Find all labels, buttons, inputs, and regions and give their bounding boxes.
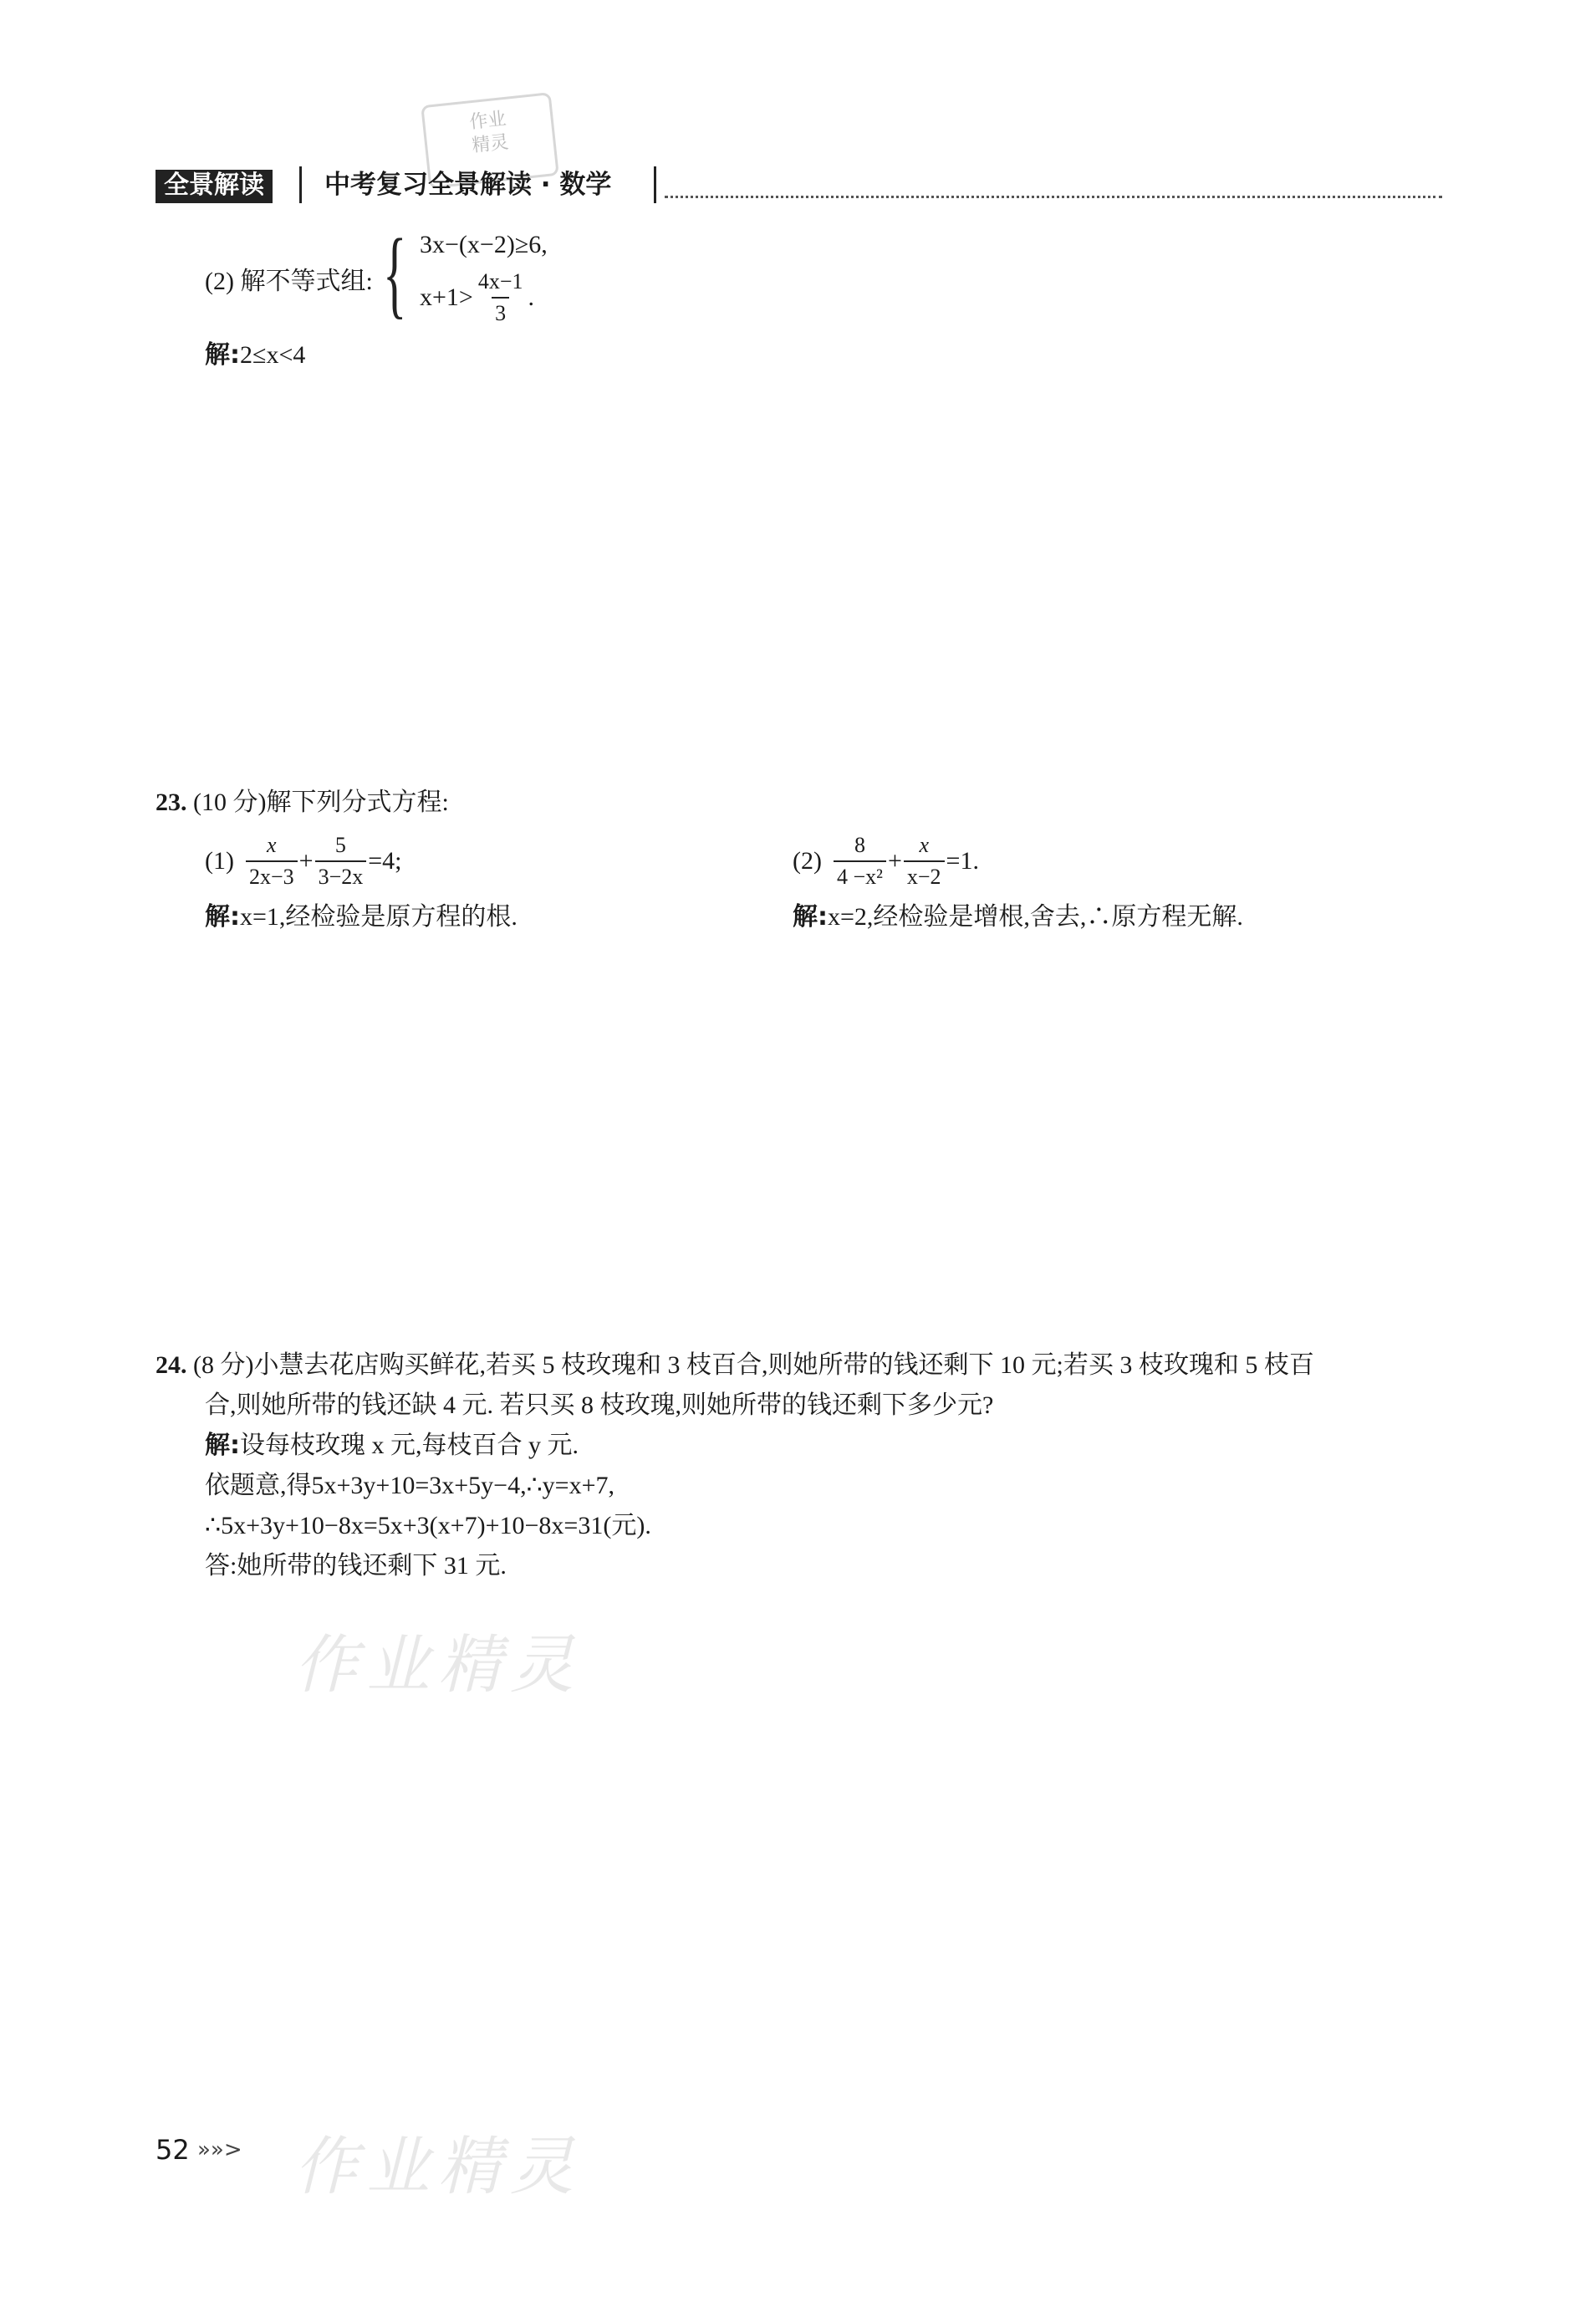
q22-ineq2-left: x+1>	[420, 283, 473, 311]
q24-answer-line-1	[205, 1433, 579, 1458]
q24-answer-line-4: 答:她所带的钱还剩下 31 元.	[205, 1552, 507, 1580]
header-dotted-rule	[665, 196, 1442, 198]
q23-number: 23.	[156, 789, 187, 816]
q23-p1-f1-den: 2x−3	[246, 860, 298, 890]
q22-fraction	[475, 269, 527, 326]
q23-stem-text: (10 分)解下列分式方程:	[193, 789, 449, 816]
header-divider-left	[299, 166, 302, 203]
q24-stem-line-1	[156, 1353, 1314, 1378]
q23-part2-fraction-2	[904, 833, 945, 890]
q23-p1-answer-text: x=1,经检验是原方程的根.	[240, 903, 518, 931]
q23-p2-answer-prefix: 解:	[793, 902, 828, 932]
q23-p1-plus: +	[298, 847, 314, 875]
footer-arrows: »»>	[197, 2137, 242, 2162]
q22-answer	[205, 340, 306, 370]
q24-answer-line-2: 依题意,得5x+3y+10=3x+5y−4,∴y=x+7,	[205, 1472, 615, 1499]
q22-answer-text: 2≤x<4	[240, 341, 306, 369]
q23-part1-answer	[205, 902, 518, 932]
q23-p1-f1-num: x	[267, 833, 277, 857]
page-number: 52	[156, 2134, 190, 2166]
watermark-text-middle: 作业精灵	[294, 1627, 582, 1702]
q23-p2-f2-num: x	[919, 833, 929, 857]
q22-inequality-2	[420, 269, 534, 326]
q22-ineq2-end: .	[528, 283, 535, 311]
q23-part2-label: (2)	[793, 847, 822, 875]
q24-answer-line-3: ∴5x+3y+10−8x=5x+3(x+7)+10−8x=31(元).	[205, 1512, 651, 1539]
stamp-line-1: 作业	[468, 108, 507, 134]
q22-brace: {	[383, 218, 407, 328]
q24-stem-text-1: (8 分)小慧去花店购买鲜花,若买 5 枝玫瑰和 3 枝百合,则她所带的钱还剩下 10 元;若买 3 枝玫瑰和 5 枝百	[193, 1351, 1314, 1379]
q23-p1-rhs: =4;	[368, 847, 402, 875]
q22-inequality-1: 3x−(x−2)≥6,	[420, 231, 548, 258]
q23-part1-fraction-2	[315, 833, 367, 890]
q23-p2-f2-den: x−2	[904, 860, 945, 890]
q23-p2-f1-den: 4 −x²	[834, 860, 886, 890]
header-badge: 全景解读	[156, 170, 273, 203]
q24-number: 24.	[156, 1351, 187, 1379]
q23-part2-equation	[793, 833, 979, 890]
q24-stem-line-2: 合,则她所带的钱还缺 4 元. 若只买 8 枝玫瑰,则她所带的钱还剩下多少元?	[205, 1391, 994, 1419]
q23-p2-answer-text: x=2,经检验是增根,舍去,∴原方程无解.	[828, 903, 1243, 931]
q23-stem	[156, 790, 449, 815]
q23-p1-f2-den: 3−2x	[315, 860, 367, 890]
q23-p2-rhs: =1.	[946, 847, 979, 875]
q22-fraction-num: 4x−1	[477, 269, 523, 294]
q23-p2-plus: +	[887, 847, 902, 875]
q23-p1-f2-num: 5	[334, 833, 346, 857]
q23-part1-equation	[205, 833, 402, 890]
watermark-text-footer: 作业精灵	[294, 2129, 582, 2203]
q23-part1-fraction-1	[246, 833, 298, 890]
q23-part2-fraction-1	[834, 833, 886, 890]
q23-p2-f1-num: 8	[854, 833, 865, 857]
q22-part2-label: (2) 解不等式组:	[205, 268, 373, 295]
q23-part1-label: (1)	[205, 847, 234, 875]
q22-fraction-den: 3	[492, 297, 509, 326]
stamp-line-2: 精灵	[471, 131, 510, 156]
q23-p1-answer-prefix: 解:	[205, 902, 240, 932]
q24-answer-prefix: 解:	[205, 1431, 240, 1460]
q24-answer-text-1: 设每枝玫瑰 x 元,每枝百合 y 元.	[240, 1432, 579, 1459]
q22-answer-prefix: 解:	[205, 340, 240, 370]
q23-part2-answer	[793, 902, 1243, 932]
header-title: 中考复习全景解读 · 数学	[324, 170, 612, 200]
header-divider-right	[654, 166, 656, 203]
